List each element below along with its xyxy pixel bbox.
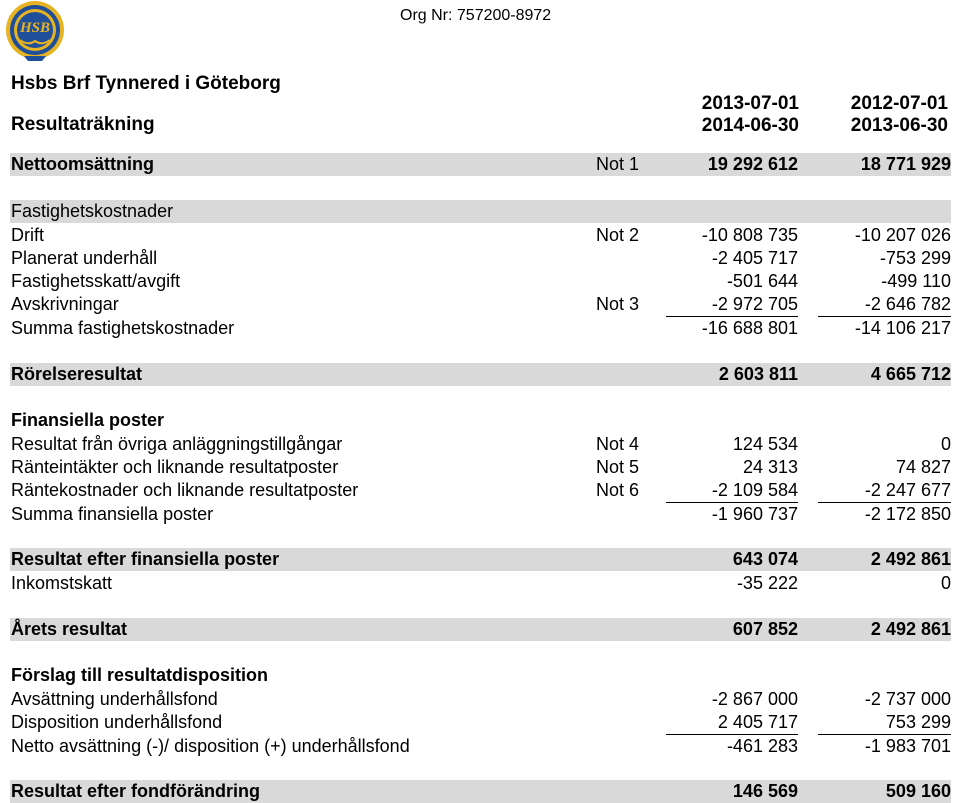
period-previous-end: 2013-06-30 [850,115,948,136]
value-previous: -10 207 026 [854,225,951,245]
row-note: Not 6 [596,480,640,500]
row-avskrivningar [10,293,951,316]
value-previous: -14 106 217 [854,318,951,338]
row-note: Not 1 [596,154,640,174]
value-current: 19 292 612 [707,154,798,174]
period-previous-header [778,93,948,137]
value-current: 124 534 [732,434,798,454]
value-current: -2 867 000 [711,689,798,709]
value-previous: 753 299 [885,712,951,732]
report-title: Resultaträkning [11,114,155,135]
period-current-header [629,93,799,137]
value-current: -1 960 737 [711,504,798,524]
row-label: Summa finansiella poster [11,504,214,524]
value-previous: 0 [940,434,951,454]
value-current: 607 852 [732,619,798,639]
row-summa-finansiella [10,503,951,526]
row-label: Resultat efter finansiella poster [11,549,280,569]
period-previous-start: 2012-07-01 [850,93,948,114]
row-note: Not 2 [596,225,640,245]
row-label: Rörelseresultat [11,364,143,384]
row-label: Avsättning underhållsfond [11,689,218,709]
row-label: Räntekostnader och liknande resultatposter [11,480,359,500]
value-current: 2 603 811 [718,364,798,384]
value-previous: 0 [940,573,951,593]
value-previous: 2 492 861 [870,549,951,569]
row-arets-resultat [10,618,951,641]
row-label: Inkomstskatt [11,573,113,593]
value-previous: -2 737 000 [864,689,951,709]
value-previous: -753 299 [879,248,951,268]
row-note: Not 3 [596,294,640,314]
value-previous: -2 172 850 [864,504,951,524]
section-heading: Fastighetskostnader [11,201,174,221]
section-heading: Förslag till resultatdisposition [11,665,269,685]
row-label: Resultat från övriga anläggningstillgångar [11,434,343,454]
row-disposition-underhallsfond [10,711,951,734]
value-previous: -499 110 [881,271,951,291]
company-name: Hsbs Brf Tynnered i Göteborg [11,73,281,94]
row-label: Summa fastighetskostnader [11,318,235,338]
value-current: -2 109 584 [711,480,798,500]
row-label: Fastighetsskatt/avgift [11,271,181,291]
row-avsattning-underhallsfond [10,688,951,711]
value-previous: 509 160 [885,781,951,801]
row-rorelseresultat [10,363,951,386]
value-previous: -1 983 701 [864,736,951,756]
row-inkomstskatt [10,572,951,595]
row-label: Netto avsättning (-)/ disposition (+) underhållsfond [11,736,410,756]
row-label: Planerat underhåll [11,248,158,268]
row-label: Resultat efter fondförändring [11,781,261,801]
value-current: 146 569 [732,781,798,801]
value-current: -10 808 735 [701,225,798,245]
row-ranteintakter [10,456,951,479]
row-resultat-efter-fondforandring [10,780,951,803]
value-previous: 18 771 929 [860,154,951,174]
row-label: Nettoomsättning [11,154,154,174]
row-summa-fastighetskostnader [10,317,951,340]
row-drift [10,224,951,247]
value-current: -16 688 801 [701,318,798,338]
value-current: -2 972 705 [711,294,798,314]
row-netto-avsattning [10,735,951,758]
row-rantekostnader [10,479,951,502]
org-number: Org Nr: 757200-8972 [400,7,552,24]
value-current: 2 405 717 [717,712,798,732]
svg-text:HSB: HSB [19,20,51,36]
section-heading: Finansiella poster [11,410,165,430]
row-resultat-ovriga [10,433,951,456]
row-note: Not 4 [596,434,640,454]
period-current-start: 2013-07-01 [701,93,799,114]
row-label: Avskrivningar [11,294,119,314]
value-previous: 4 665 712 [870,364,951,384]
value-previous: 2 492 861 [870,619,951,639]
value-current: -35 222 [736,573,798,593]
section-resultatdisposition [10,664,951,687]
value-current: -461 283 [726,736,798,756]
row-resultat-efter-finansiella [10,548,951,571]
row-label: Årets resultat [11,619,128,639]
row-label: Disposition underhållsfond [11,712,223,732]
section-finansiella-poster [10,409,951,432]
value-current: 643 074 [732,549,798,569]
row-label: Drift [11,225,44,245]
row-planerat-underhall [10,247,951,270]
value-previous: 74 827 [895,457,951,477]
value-previous: -2 646 782 [864,294,951,314]
row-nettoomsattning [10,153,951,176]
row-fastighetsskatt [10,270,951,293]
value-current: 24 313 [742,457,798,477]
section-fastighetskostnader [10,200,951,223]
row-note: Not 5 [596,457,640,477]
period-current-end: 2014-06-30 [701,115,799,136]
hsb-logo [2,0,68,64]
value-current: -2 405 717 [711,248,798,268]
value-current: -501 644 [726,271,798,291]
row-label: Ränteintäkter och liknande resultatposter [11,457,339,477]
value-previous: -2 247 677 [864,480,951,500]
